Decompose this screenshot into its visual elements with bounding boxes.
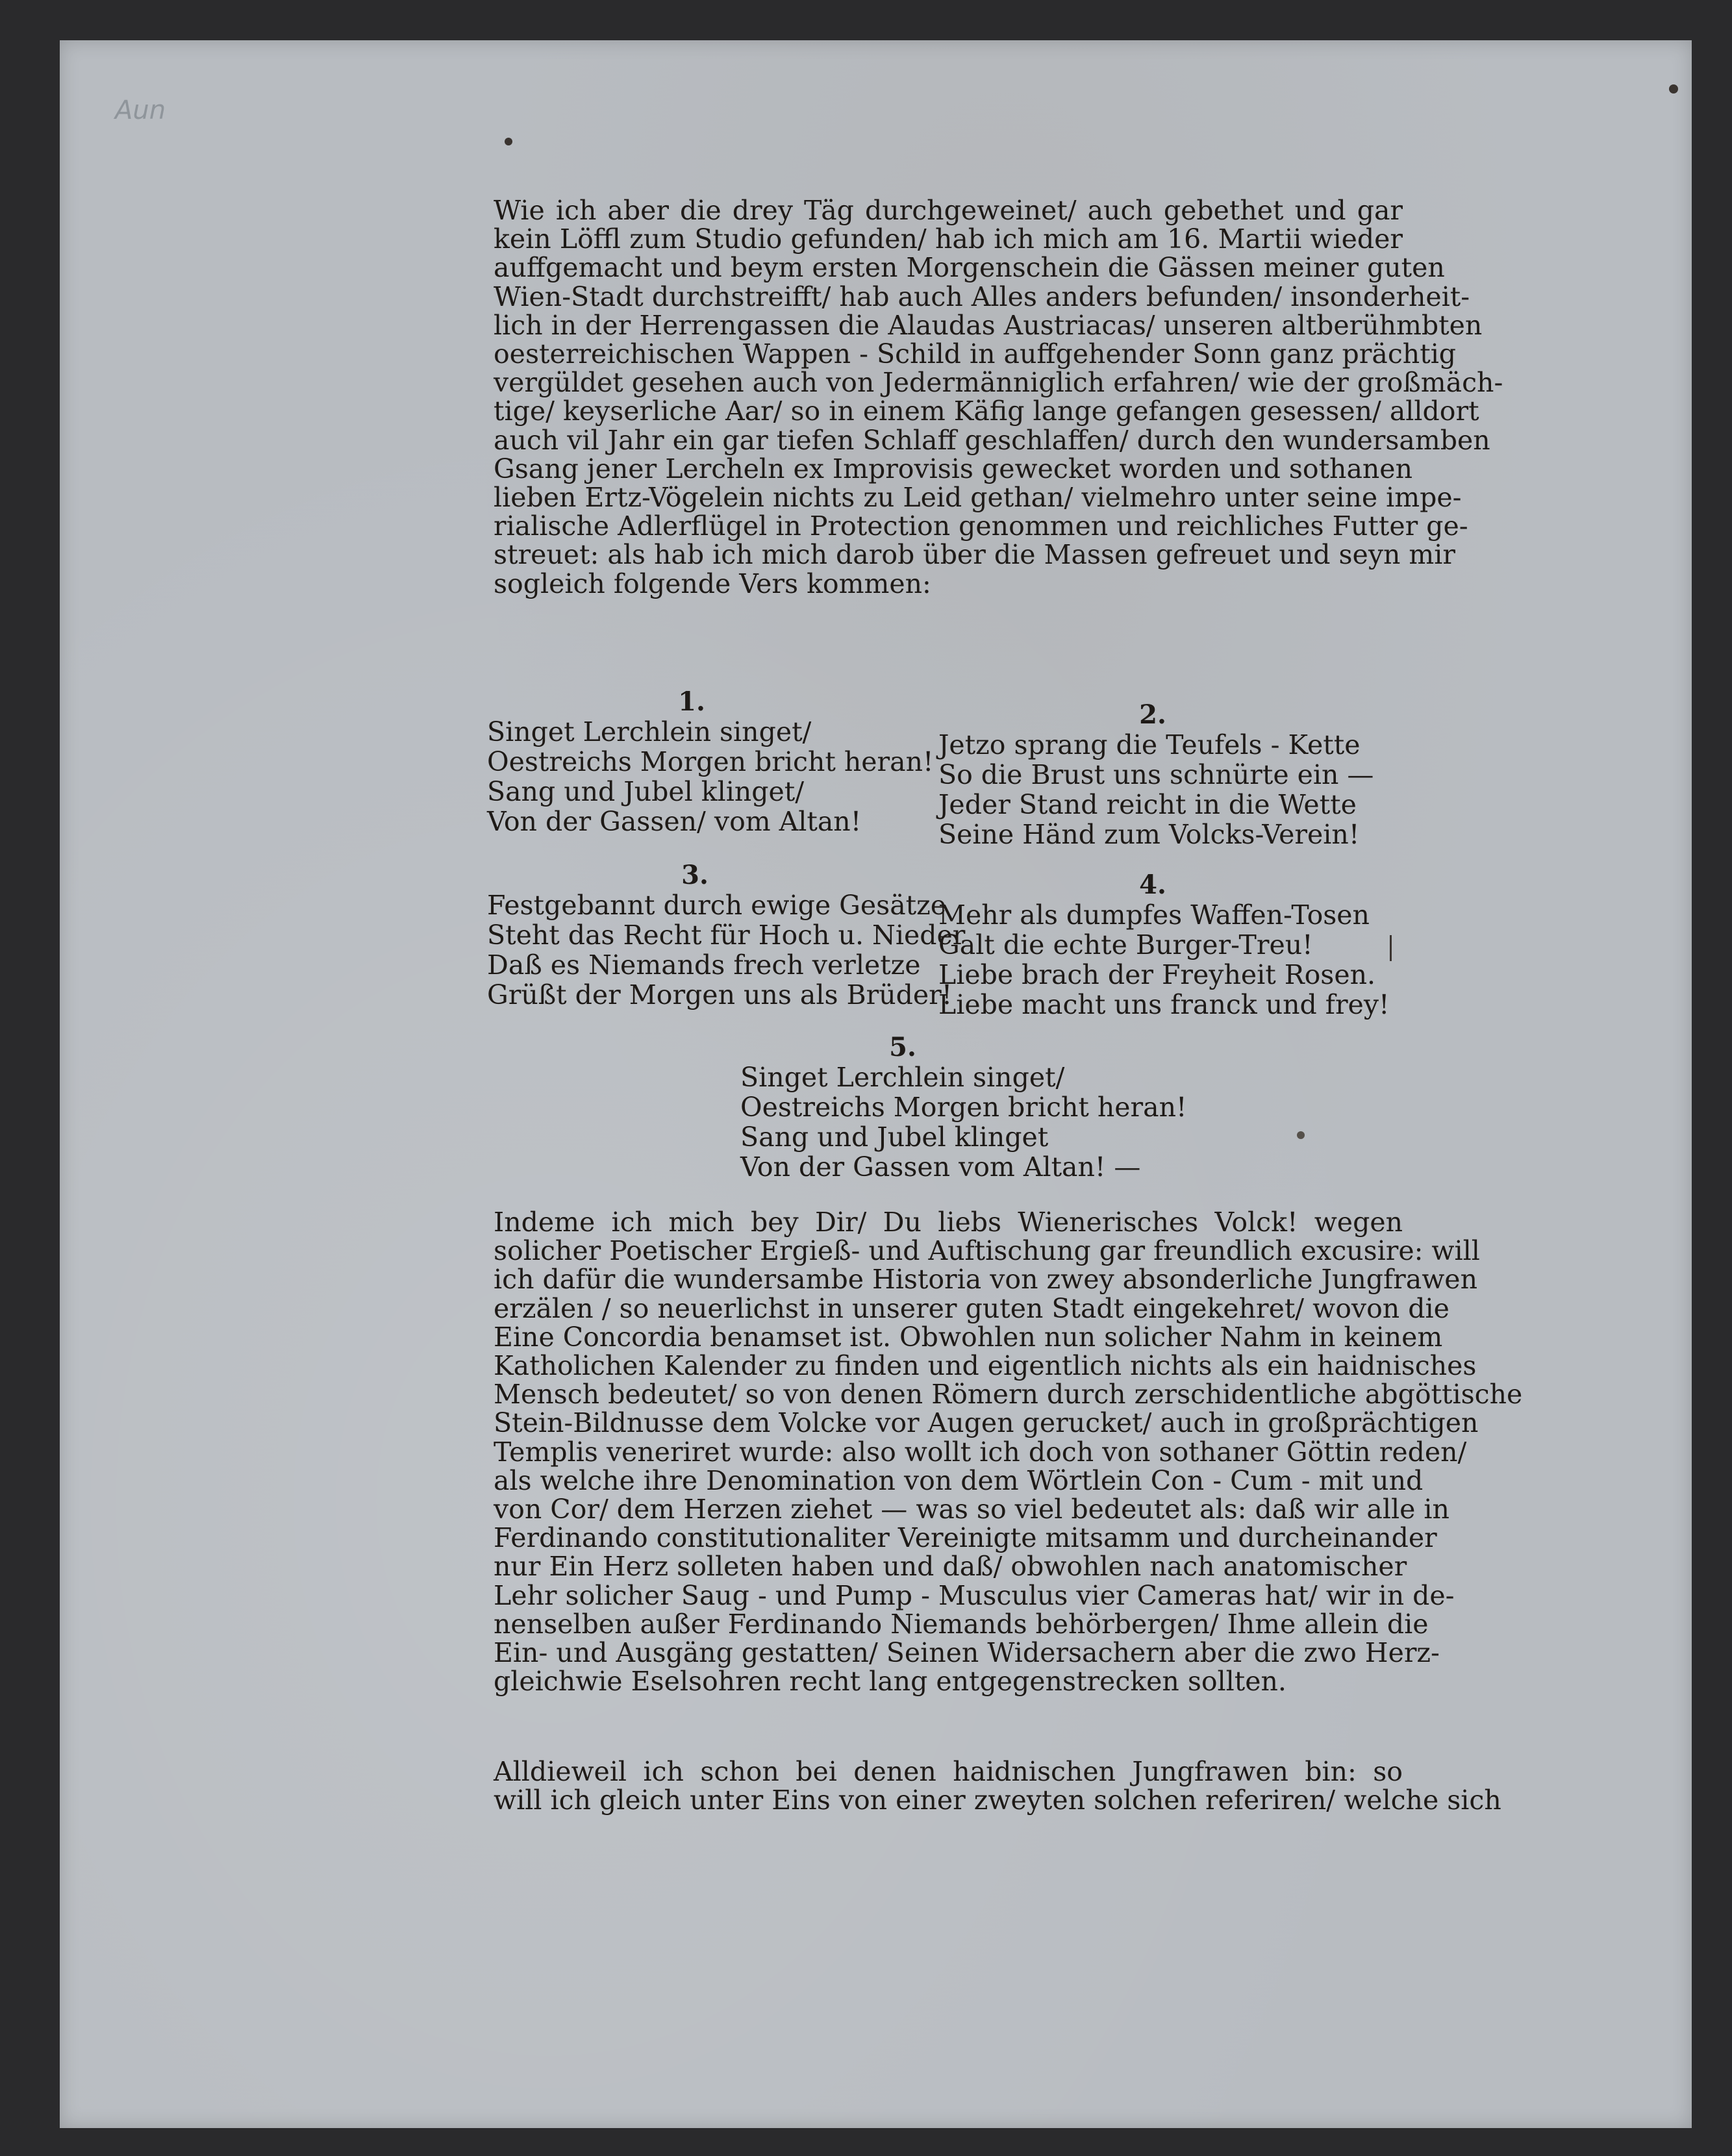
text-line: Eine Concordia benamset ist. Obwohlen nun solicher Nahm in keinem [494, 1321, 1443, 1353]
verse-line: Grüßt der Morgen uns als Brüder! [487, 979, 953, 1010]
verse-line: Singet Lerchlein singet/ [487, 716, 812, 747]
verse-line: Festgebannt durch ewige Gesätze [487, 890, 947, 921]
text-line: Ferdinando constitutionaliter Vereinigte mitsamm und durcheinander [494, 1522, 1437, 1554]
stanza-number: 4. [1139, 870, 1166, 900]
pencil-annotation: Aun [115, 95, 166, 125]
verse-line: Sang und Jubel klinget [740, 1122, 1049, 1153]
text-line: als welche ihre Denomination von dem Wörtlein Con - Cum - mit und [494, 1464, 1424, 1496]
stanza-4 [938, 870, 1406, 1020]
text-line: Mensch bedeutet/ so von denen Römern durch zerschidentliche abgöttische [494, 1379, 1523, 1410]
verse-line: Von der Gassen/ vom Altan! [487, 806, 862, 837]
text-line: Templis veneriret wurde: also wollt ich doch von sothaner Göttin reden/ [494, 1436, 1467, 1468]
ink-spot [1297, 1131, 1305, 1139]
verse-line: Oestreichs Morgen bricht heran! [740, 1092, 1187, 1123]
paragraph-intro [448, 195, 1503, 599]
verse-line: Mehr als dumpfes Waffen-Tosen [938, 899, 1370, 931]
text-line: Alldieweil ich schon bei denen haidnischen Jungfrawen bin: so [494, 1756, 1403, 1787]
verse-line: Daß es Niemands frech verletze [487, 949, 921, 981]
verse-line: So die Brust uns schnürte ein — [938, 759, 1374, 790]
verse-line: Singet Lerchlein singet/ [740, 1062, 1065, 1093]
text-line: sogleich folgende Vers kommen: [494, 568, 931, 599]
stanza-1 [487, 686, 934, 837]
paragraph-continuation [448, 1756, 1501, 1816]
text-line: gleichwie Eselsohren recht lang entgegenstrecken sollten. [494, 1666, 1286, 1698]
verse-line: Galt die echte Burger-Treu! [938, 929, 1313, 960]
text-line: lich in der Herrengassen die Alaudas Austriacas/ unseren altberühmbten [494, 309, 1483, 341]
paragraph-concordia [448, 1207, 1523, 1698]
verse-line: Liebe macht uns franck und frey! [938, 989, 1390, 1020]
stanza-5 [740, 1032, 1187, 1183]
margin-mark [1390, 935, 1392, 961]
stanza-3 [487, 860, 966, 1010]
text-line: will ich gleich unter Eins von einer zweyten solchen referiren/ welche sich [494, 1785, 1501, 1816]
text-line: Wien-Stadt durchstreifft/ hab auch Alles anders befunden/ insonderheit- [494, 281, 1470, 312]
verse-line: Sang und Jubel klinget/ [487, 776, 805, 807]
text-line: Ein- und Ausgäng gestatten/ Seinen Widersachern aber die zwo Herz- [494, 1637, 1440, 1669]
text-line: von Cor/ dem Herzen ziehet — was so viel bedeutet als: daß wir alle in [494, 1494, 1450, 1525]
verse-line: Jeder Stand reicht in die Wette [938, 789, 1357, 820]
verse-line: Seine Händ zum Volcks-Verein! [938, 819, 1360, 850]
text-line: Wie ich aber die drey Täg durchgeweinet/ auch gebethet und gar [494, 195, 1403, 226]
text-line: oesterreichischen Wappen - Schild in auffgehender Sonn ganz prächtig [494, 338, 1457, 370]
text-line: streuet: als hab ich mich darob über die Massen gefreuet und seyn mir [494, 539, 1456, 571]
text-line: Gsang jener Lercheln ex Improvisis gewecket worden und sothanen [494, 453, 1412, 484]
ink-spot [505, 138, 512, 145]
text-line: auffgemacht und beym ersten Morgenschein die Gässen meiner guten [494, 252, 1445, 284]
text-line: rialische Adlerflügel in Protection genommen und reichliches Futter ge- [494, 510, 1468, 542]
verse-line: Liebe brach der Freyheit Rosen. [938, 959, 1376, 990]
text-line: lieben Ertz-Vögelein nichts zu Leid gethan/ vielmehro unter seine impe- [494, 482, 1462, 514]
stanza-number: 2. [1139, 699, 1166, 730]
text-line: auch vil Jahr ein gar tiefen Schlaff geschlaffen/ durch den wundersamben [494, 424, 1490, 456]
verse-line: Jetzo sprang die Teufels - Kette [938, 729, 1361, 760]
text-line: Katholichen Kalender zu finden und eigentlich nichts als ein haidnisches [494, 1350, 1477, 1382]
text-line: kein Löffl zum Studio gefunden/ hab ich mich am 16. Martii wieder [494, 223, 1403, 255]
stanza-number: 1. [678, 686, 705, 717]
text-line: Indeme ich mich bey Dir/ Du liebs Wienerisches Volck! wegen [494, 1207, 1403, 1238]
text-line: nur Ein Herz solleten haben und daß/ obwohlen nach anatomischer [494, 1551, 1407, 1583]
stanza-number: 3. [681, 860, 709, 890]
ink-spot [1669, 84, 1678, 94]
text-line: ich dafür die wundersambe Historia von zwey absonderliche Jungfrawen [494, 1264, 1477, 1296]
verse-line: Oestreichs Morgen bricht heran! [487, 746, 934, 777]
text-line: tige/ keyserliche Aar/ so in einem Käfig lange gefangen gesessen/ alldort [494, 395, 1479, 427]
verse-line: Steht das Recht für Hoch u. Nieder [487, 920, 966, 951]
text-line: erzälen / so neuerlichst in unserer guten Stadt eingekehret/ wovon die [494, 1292, 1450, 1324]
text-line: vergüldet gesehen auch von Jedermänniglich erfahren/ wie der großmäch- [494, 367, 1503, 399]
stanza-2 [938, 700, 1406, 849]
text-line: Lehr solicher Saug - und Pump - Musculus vier Cameras hat/ wir in de- [494, 1579, 1455, 1611]
verse-line: Von der Gassen vom Altan! — [740, 1151, 1141, 1183]
text-line: Stein-Bildnusse dem Volcke vor Augen gerucket/ auch in großprächtigen [494, 1407, 1479, 1439]
text-line: solicher Poetischer Ergieß- und Auftischung gar freundlich excusire: will [494, 1235, 1480, 1267]
stanza-number: 5. [889, 1032, 916, 1062]
text-line: nenselben außer Ferdinando Niemands behörbergen/ Ihme allein die [494, 1608, 1429, 1640]
